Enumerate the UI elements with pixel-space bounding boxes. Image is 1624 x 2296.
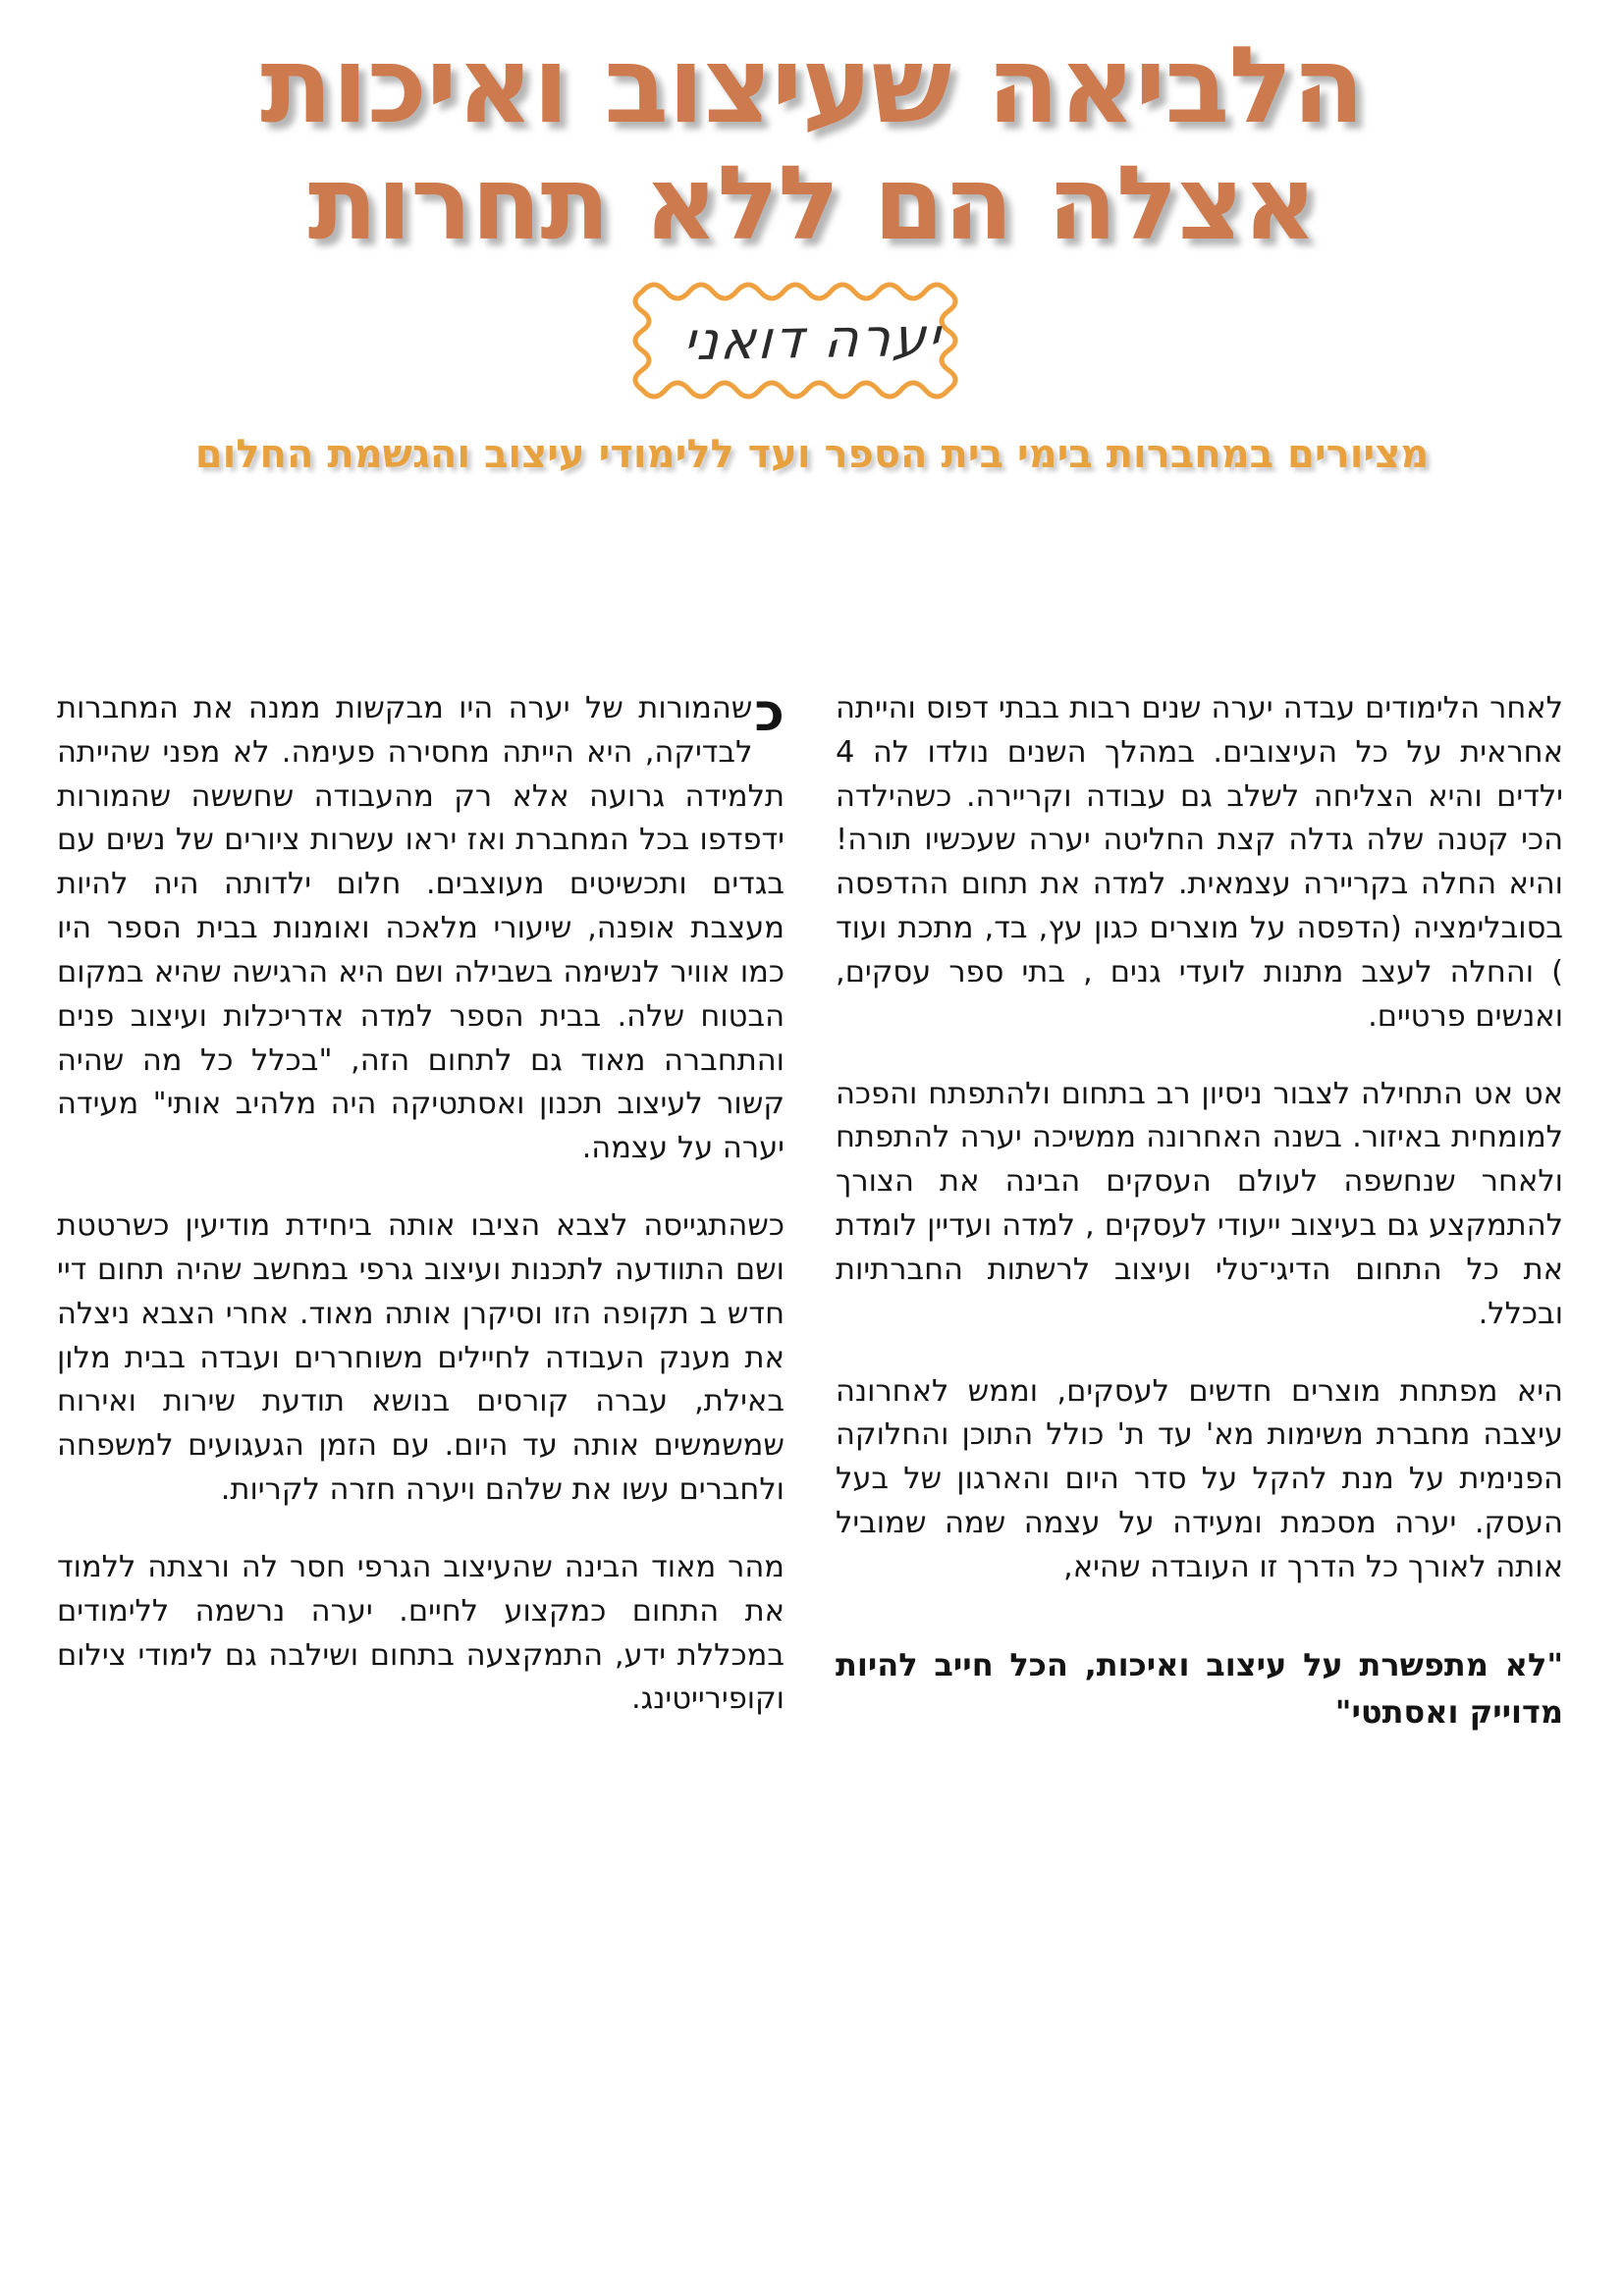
paragraph: מהר מאוד הבינה שהעיצוב הגרפי חסר לה ורצתה ללמוד את התחום כמקצוע לחיים. יערה נרשמה ללימודים במכללת ידע, התמקצעה בתחום ושילבה גם לימודי צילום וקופירייטינג. (57, 1549, 785, 1717)
name-badge-container (69, 274, 1555, 403)
paragraph: לאחר הלימודים עבדה יערה שנים רבות בבתי דפוס והייתה אחראית על כל העיצובים. במהלך השנים נולדו לה 4 ילדים והיא הצליחה לשלב גם עבודה וקריירה. כשהילדה הכי קטנה שלה גדלה קצת החליטה יערה שעכשיו תורה! והיא החלה בקריירה עצמאית. למדה את תחום ההדפסה בסובלימציה (הדפסה על מוצרים כגון עץ, בד, מתכת ועוד ) והחלה לעצב מתנות לועדי גנים , בתי ספר עסקים, ואנשים פרטיים. (836, 691, 1563, 1034)
article-title-line-1: הלביאה שעיצוב ואיכות (260, 25, 1364, 147)
article-columns (57, 681, 1563, 1735)
article-title-line-2: אצלה הם ללא תחרות (307, 142, 1317, 263)
paragraph: היא מפתחת מוצרים חדשים לעסקים, וממש לאחרונה עיצבה מחברת משימות מא' עד ת' כולל התוכן והחלוקה הפנימית על מנת להקל על סדר היום והארגון של בעל העסק. יערה מסכמת ומעידה על עצמה שמה שמוביל אותה לאורך כל הדרך זו העובדה שהיא, (836, 1373, 1563, 1584)
paragraph: אט אט התחילה לצבור ניסיון רב בתחום ולהתפתח והפכה למומחית באיזור. בשנה האחרונה ממשיכה יערה להתפתח ולאחר שנחשפה לעולם העסקים הבינה את הצורך להתמקצע גם בעיצוב ייעודי לעסקים , למדה ועדיין לומדת את כל התחום הדיגי־טלי ועיצוב לרשתות החברתיות ובכלל. (836, 1076, 1563, 1331)
right-column (57, 681, 785, 1722)
paragraph: כשהתגייסה לצבא הציבו אותה ביחידת מודיעין כשרטטת ושם התוודעה לתכנות ועיצוב גרפי במחשב שהיה תחום דיי חדש ב תקופה הזו וסיקרן אותה מאוד. אחרי הצבא ניצלה את מענק העבודה לחיילים משוחררים ועבדה בבית מלון באילת, עברה קורסים בנושא תודעת שירות ואירוח שמשמשים אותה עד היום. עם הזמן הגעגועים למשפחה ולחברים עשו את שלהם ויערה חזרה לקריות. (57, 1208, 785, 1508)
masthead (0, 0, 1624, 481)
left-column (836, 687, 1563, 1735)
article-subtitle: מציורים במחברות בימי בית הספר ועד ללימודי עיצוב והגשמת החלום (194, 432, 1430, 478)
designer-name: יערה דואני (680, 305, 944, 373)
pull-quote: "לא מתפשרת על עיצוב ואיכות, הכל חייב להיות מדוייק ואסתטי" (836, 1645, 1563, 1731)
name-badge (621, 274, 1003, 403)
paragraph-with-dropcap: כשהמורות של יערה היו מבקשות ממנה את המחברות לבדיקה, היא הייתה מחסירה פעימה. לא מפני שהייתה תלמידה גרועה אלא רק מהעבודה שחששה שהמורות ידפדפו בכל המחברת ואז יראו עשרות ציורים של נשים עם בגדים ותכשיטים מעוצבים. חלום ילדותה היה להיות מעצבת אופנה, שיעורי מלאכה ואומנות בבית הספר היו כמו אוויר לנשימה בשבילה ושם היא הרגישה שהיא במקום הבטוח שלה. בבית הספר למדה אדריכלות ועיצוב פנים והתחברה מאוד גם לתחום הזה, "בכלל כל מה שהיה קשור לעיצוב תכנון ואסתטיקה היה מלהיב אותי" מעידה יערה על עצמה. (57, 681, 785, 1166)
